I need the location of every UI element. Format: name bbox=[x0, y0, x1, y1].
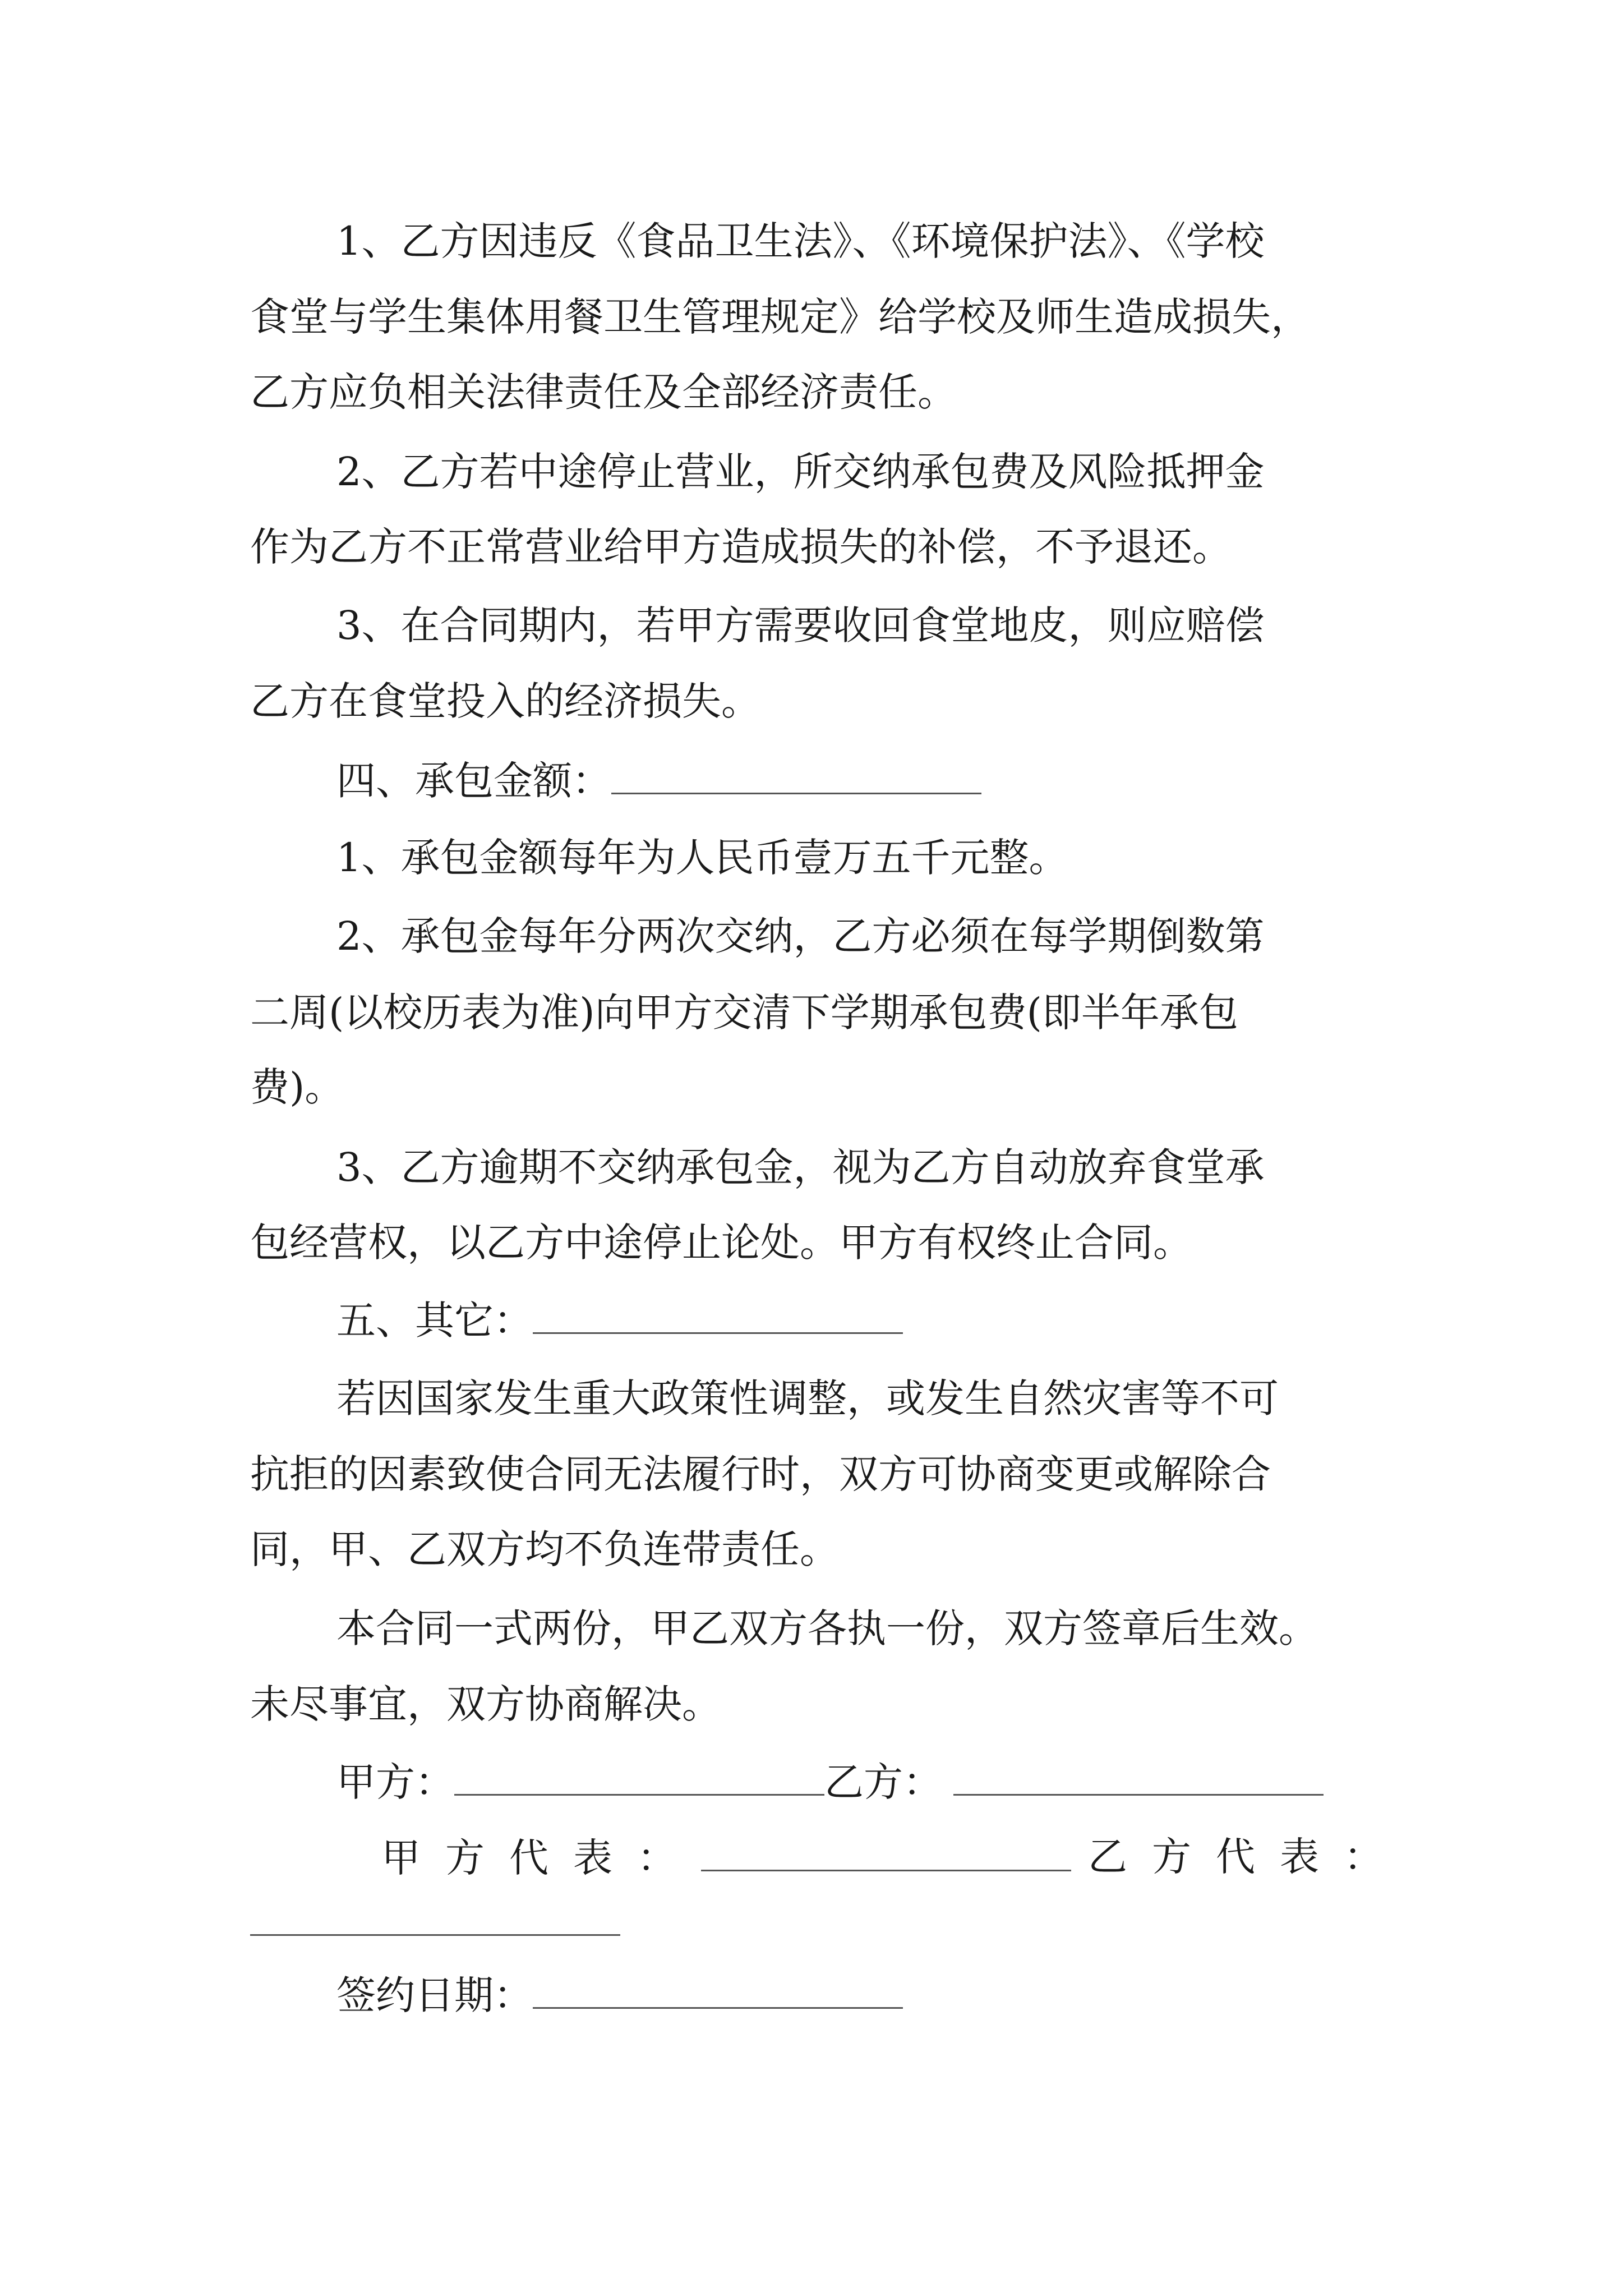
section-5-heading: 五、其它： bbox=[336, 1297, 533, 1343]
clause-3-3-line-1: 3、在合同期内，若甲方需要收回食堂地皮，则应赔偿 bbox=[336, 602, 1265, 648]
contract-amount-blank[interactable] bbox=[611, 760, 981, 794]
other-terms-blank[interactable] bbox=[533, 1300, 903, 1334]
section-5-heading-row bbox=[336, 1297, 903, 1343]
rep-b-row bbox=[1088, 1834, 1408, 1880]
date-row bbox=[336, 1972, 903, 2018]
clause-5-para-2-line-1: 本合同一式两份，甲乙双方各执一份，双方签章后生效。 bbox=[336, 1605, 1318, 1651]
clause-5-para-1-line-2: 抗拒的因素致使合同无法履行时，双方可协商变更或解除合 bbox=[250, 1451, 1271, 1497]
rep-a-row bbox=[381, 1835, 1071, 1881]
section-4-heading: 四、承包金额： bbox=[336, 758, 611, 804]
party-a-blank[interactable] bbox=[454, 1761, 824, 1796]
clause-4-1: 1、承包金额每年为人民币壹万五千元整。 bbox=[336, 835, 1068, 881]
clause-5-para-1-line-1: 若因国家发生重大政策性调整，或发生自然灾害等不可 bbox=[336, 1375, 1279, 1421]
section-4-heading-row bbox=[336, 758, 981, 804]
date-blank[interactable] bbox=[533, 1975, 903, 2009]
clause-4-2-line-2: 二周(以校历表为准)向甲方交清下学期承包费(即半年承包 bbox=[250, 990, 1238, 1036]
date-label: 签约日期： bbox=[336, 1972, 533, 2018]
party-signature-row bbox=[336, 1759, 1324, 1805]
clause-4-2-line-3: 费)。 bbox=[250, 1064, 344, 1110]
clause-3-1-line-2: 食堂与学生集体用餐卫生管理规定》给学校及师生造成损失， bbox=[250, 294, 1310, 340]
clause-3-1-line-3: 乙方应负相关法律责任及全部经济责任。 bbox=[250, 369, 957, 415]
rep-a-blank[interactable] bbox=[701, 1837, 1071, 1871]
party-b-blank[interactable] bbox=[953, 1761, 1324, 1796]
rep-b-label: 乙方代表： bbox=[1088, 1834, 1408, 1880]
clause-3-2-line-1: 2、乙方若中途停止营业，所交纳承包费及风险抵押金 bbox=[336, 449, 1265, 495]
party-b-label: 乙方： bbox=[824, 1759, 942, 1805]
clause-4-3-line-2: 包经营权，以乙方中途停止论处。甲方有权终止合同。 bbox=[250, 1220, 1192, 1266]
rep-b-blank[interactable] bbox=[250, 1934, 620, 1936]
clause-3-2-line-2: 作为乙方不正常营业给甲方造成损失的补偿，不予退还。 bbox=[250, 524, 1232, 570]
clause-3-3-line-2: 乙方在食堂投入的经济损失。 bbox=[250, 678, 760, 724]
rep-a-label: 甲方代表： bbox=[381, 1835, 701, 1881]
clause-4-3-line-1: 3、乙方逾期不交纳承包金，视为乙方自动放弃食堂承 bbox=[336, 1144, 1265, 1190]
clause-5-para-1-line-3: 同，甲、乙双方均不负连带责任。 bbox=[250, 1526, 839, 1572]
clause-5-para-2-line-2: 未尽事宜，双方协商解决。 bbox=[250, 1681, 721, 1727]
clause-3-1-line-1: 1、乙方因违反《食品卫生法》、《环境保护法》、《学校 bbox=[336, 218, 1265, 264]
party-a-label: 甲方： bbox=[336, 1759, 454, 1805]
clause-4-2-line-1: 2、承包金每年分两次交纳，乙方必须在每学期倒数第 bbox=[336, 913, 1265, 959]
